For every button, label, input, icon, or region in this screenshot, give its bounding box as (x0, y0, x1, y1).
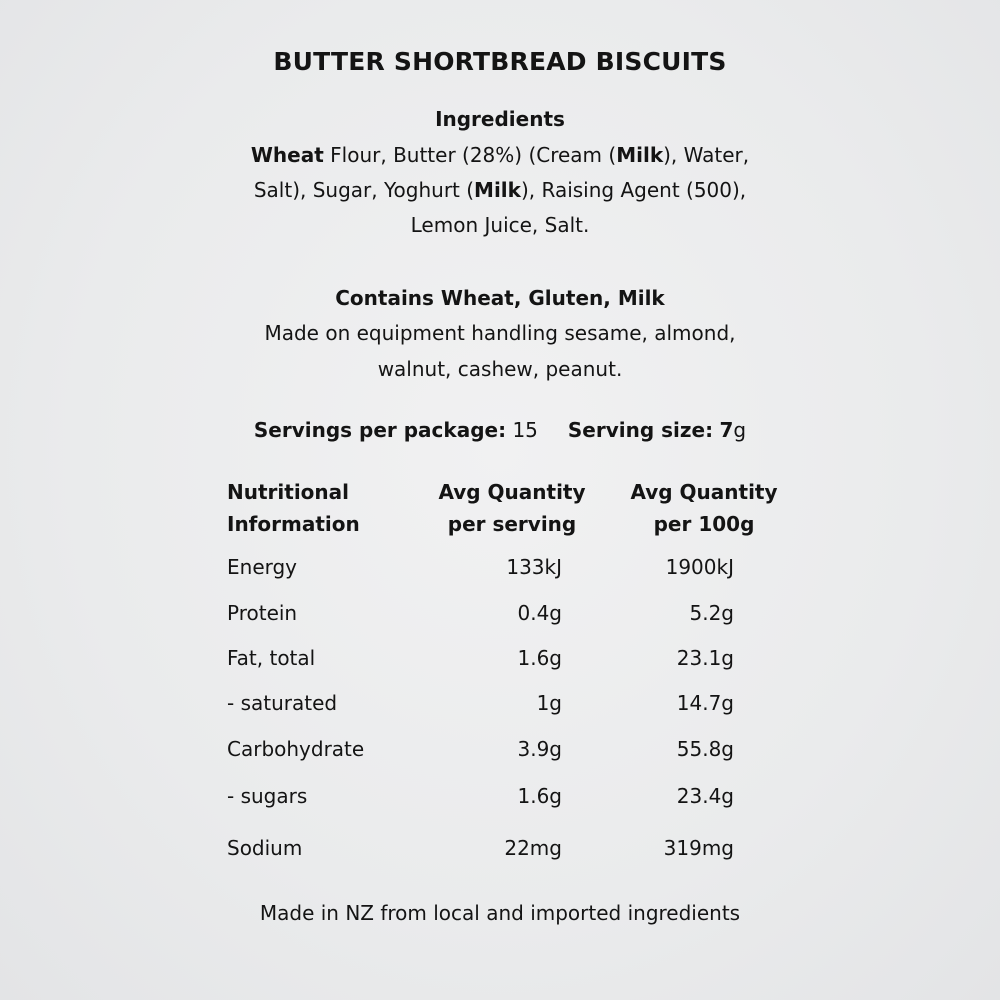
servings-info (0, 418, 1000, 442)
nutrient-per-serving: 3.9g (517, 737, 562, 761)
nutrient-per-serving: 22mg (504, 836, 562, 860)
nutrient-per-100g: 14.7g (676, 691, 734, 715)
nutrient-per-100g: 23.4g (676, 784, 734, 808)
allergen-milk: Milk (616, 143, 664, 167)
ingredients-text: ), Water, (663, 143, 750, 167)
nutrient-name: Protein (227, 601, 298, 625)
ingredients-text: Flour, Butter (28%) (Cream ( (323, 143, 617, 167)
ingredients-text: ), Raising Agent (500), (520, 178, 747, 202)
nutrient-name: Energy (227, 555, 298, 579)
serving-size-label: Serving size: (567, 418, 714, 442)
nutrient-name: - sugars (227, 784, 308, 808)
table-header-per-serving: Avg Quantity per serving (438, 480, 586, 536)
ingredients-line-3: Lemon Juice, Salt. (410, 213, 590, 237)
allergen-milk: Milk (474, 178, 521, 202)
may-contain-line-1: Made on equipment handling sesame, almond, (264, 321, 736, 345)
nutrient-per-serving: 133kJ (506, 555, 562, 579)
nutrient-per-serving: 1.6g (517, 784, 562, 808)
nutrient-per-serving: 0.4g (517, 601, 562, 625)
nutrient-name: - saturated (227, 691, 338, 715)
origin-statement: Made in NZ from local and imported ingredients (259, 901, 741, 925)
may-contain-line-2: walnut, cashew, peanut. (377, 357, 623, 381)
nutrient-per-100g: 1900kJ (665, 555, 734, 579)
nutrient-name: Sodium (227, 836, 303, 860)
product-title: BUTTER SHORTBREAD BISCUITS (273, 47, 727, 76)
ingredients-heading: Ingredients (435, 107, 565, 131)
nutrient-per-100g: 55.8g (676, 737, 734, 761)
servings-per-package-value: 15 (512, 418, 538, 442)
nutrient-per-100g: 23.1g (676, 646, 734, 670)
ingredients-line-2 (0, 178, 1000, 202)
nutrient-per-100g: 5.2g (689, 601, 734, 625)
ingredients-text: Salt), Sugar, Yoghurt ( (253, 178, 475, 202)
serving-size-unit: g (733, 418, 747, 442)
ingredients-line-1 (0, 143, 1000, 167)
contains-allergens: Contains Wheat, Gluten, Milk (335, 286, 665, 310)
table-header-nutritional-information: Nutritional Information (227, 480, 360, 536)
table-header-per-100g: Avg Quantity per 100g (630, 480, 778, 536)
allergen-wheat: Wheat (250, 143, 324, 167)
nutrient-per-serving: 1g (536, 691, 562, 715)
serving-size-value: 7 (719, 418, 734, 442)
nutrient-per-100g: 319mg (663, 836, 734, 860)
nutrient-name: Carbohydrate (227, 737, 365, 761)
nutrient-name: Fat, total (227, 646, 316, 670)
nutrient-per-serving: 1.6g (517, 646, 562, 670)
servings-per-package-label: Servings per package: (253, 418, 507, 442)
